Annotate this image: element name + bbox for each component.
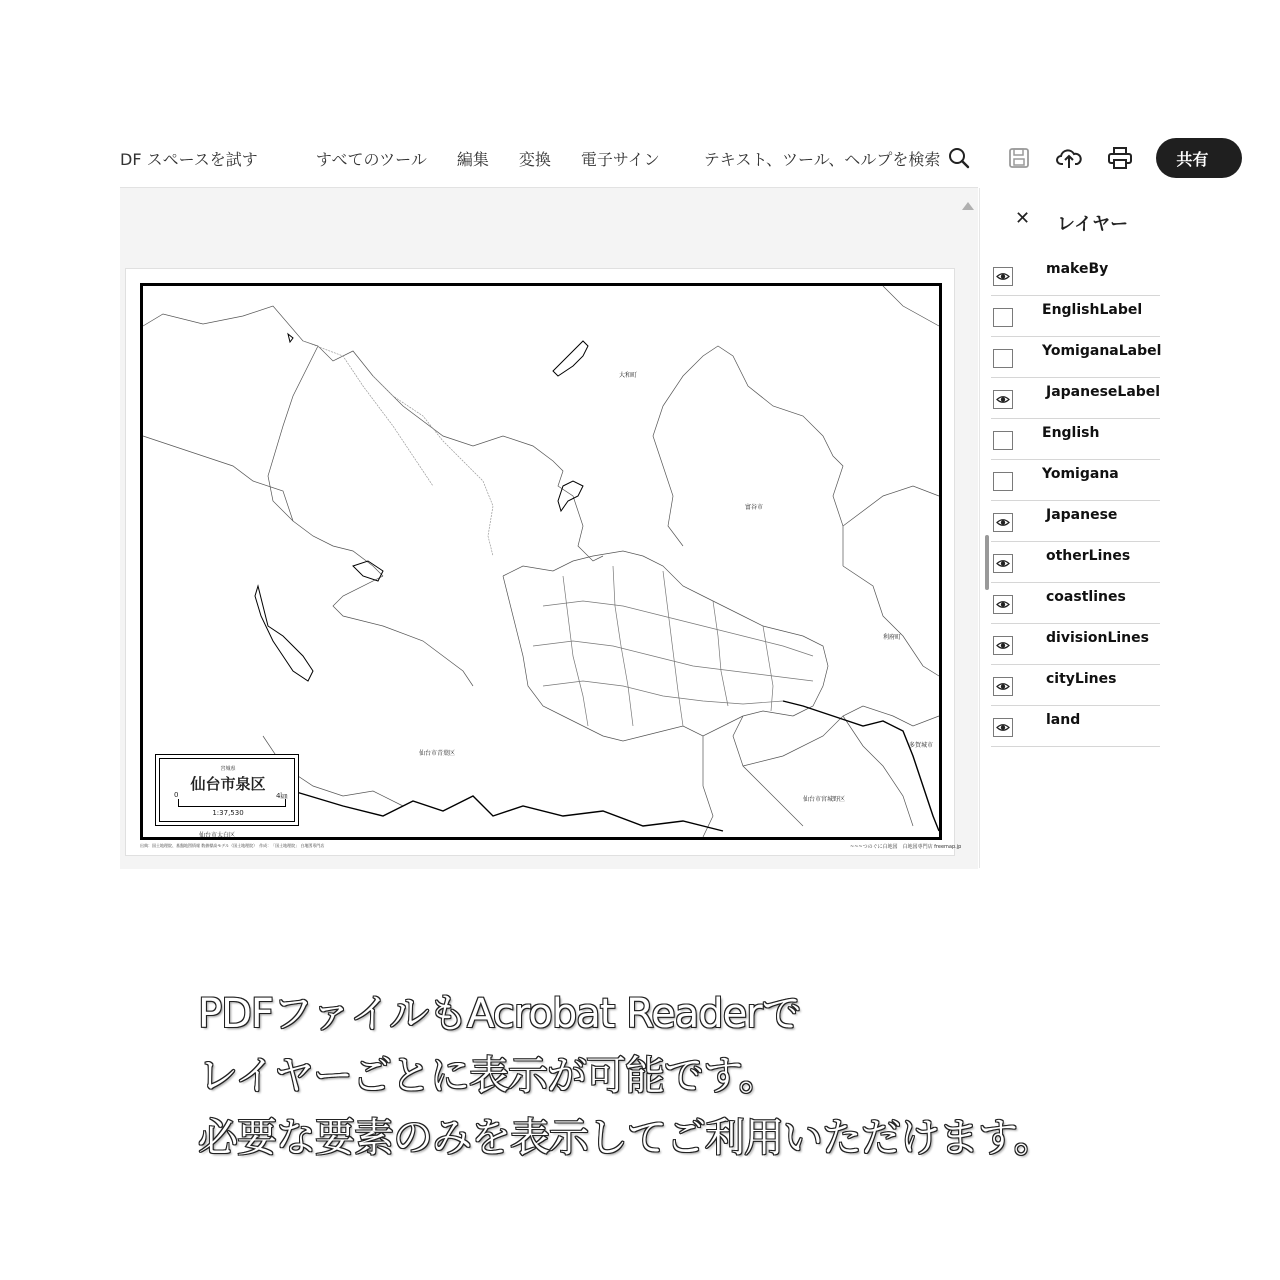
layer-name: English xyxy=(1042,425,1100,441)
caption-line-3: 必要な要素のみを表示してご利用いただけます。 xyxy=(198,1115,1053,1161)
layer-visible-checkbox[interactable] xyxy=(993,636,1013,655)
boundary-line xyxy=(663,346,843,566)
layer-row[interactable] xyxy=(991,624,1160,665)
eye-icon xyxy=(996,518,1010,527)
cloud-upload-icon[interactable] xyxy=(1056,144,1082,172)
river-line xyxy=(558,481,583,511)
all-tools-button[interactable]: すべてのツール xyxy=(315,149,427,169)
boundary-line xyxy=(843,716,913,826)
legend-title: 仙台市泉区 xyxy=(190,775,266,793)
eye-icon xyxy=(996,600,1010,609)
caption-line-2: レイヤーごとに表示が可能です。 xyxy=(198,1053,778,1099)
boundary-line xyxy=(883,286,939,326)
search-box[interactable]: テキスト、ツール、ヘルプを検索 xyxy=(703,149,941,169)
division-line xyxy=(763,626,773,711)
division-line xyxy=(563,576,588,726)
layer-name: EnglishLabel xyxy=(1042,302,1143,318)
e-sign-button[interactable]: 電子サイン xyxy=(580,149,660,169)
layer-hidden-checkbox[interactable] xyxy=(993,349,1013,368)
layer-name: divisionLines xyxy=(1046,630,1149,646)
save-icon[interactable] xyxy=(1008,144,1030,172)
print-icon[interactable] xyxy=(1108,144,1132,172)
layer-name: JapaneseLabel xyxy=(1046,384,1161,400)
layer-name: Japanese xyxy=(1046,507,1118,523)
boundary-line xyxy=(653,406,683,546)
edit-button[interactable]: 編集 xyxy=(456,149,489,169)
layer-name: cityLines xyxy=(1046,671,1117,687)
eye-icon xyxy=(996,559,1010,568)
document-scrollbar[interactable] xyxy=(958,188,978,868)
layer-hidden-checkbox[interactable] xyxy=(993,431,1013,450)
layer-row[interactable] xyxy=(991,378,1160,419)
boundary-line xyxy=(703,736,713,837)
layer-row[interactable] xyxy=(991,665,1160,706)
division-line xyxy=(663,571,683,726)
map-label-rifu: 利府町 xyxy=(883,634,902,641)
map-label-taiwa: 大和町 xyxy=(619,372,638,379)
layer-hidden-checkbox[interactable] xyxy=(993,472,1013,491)
share-button-label: 共有 xyxy=(1176,149,1209,169)
layers-panel-scrollbar[interactable] xyxy=(985,535,989,590)
map-label-miyagino: 仙台市宮城野区 xyxy=(803,796,846,803)
map-label-aoba: 仙台市青葉区 xyxy=(419,750,456,757)
boundary-line xyxy=(333,576,473,686)
map-label-tomiya: 富谷市 xyxy=(745,504,764,511)
map-legend-inner xyxy=(159,758,295,822)
layer-visible-checkbox[interactable] xyxy=(993,554,1013,573)
layer-visible-checkbox[interactable] xyxy=(993,390,1013,409)
layer-row[interactable] xyxy=(991,583,1160,624)
layer-visible-checkbox[interactable] xyxy=(993,595,1013,614)
boundary-line xyxy=(503,576,793,741)
caption-line-1: PDFファイルもAcrobat Readerで xyxy=(198,991,801,1037)
layer-row[interactable] xyxy=(991,419,1160,460)
scale-end-label: 4㎞ xyxy=(276,792,288,800)
convert-button[interactable]: 変換 xyxy=(518,149,551,169)
layer-name: YomiganaLabel xyxy=(1042,343,1162,359)
layers-panel-title: レイヤー xyxy=(1057,214,1129,235)
layer-row[interactable] xyxy=(991,542,1160,583)
eye-icon xyxy=(996,682,1010,691)
layer-name: Yomigana xyxy=(1042,466,1119,482)
try-pdf-space-link[interactable]: DF スペースを試す xyxy=(120,149,258,169)
river-line xyxy=(783,701,939,831)
layer-row[interactable] xyxy=(991,337,1160,378)
scale-bar xyxy=(178,799,286,807)
search-icon[interactable] xyxy=(948,144,970,172)
scale-ratio: 1:37,530 xyxy=(212,809,244,817)
layer-visible-checkbox[interactable] xyxy=(993,513,1013,532)
river-line xyxy=(553,341,588,376)
boundary-line xyxy=(143,306,603,561)
scroll-up-arrow-icon[interactable] xyxy=(962,202,974,210)
boundary-line xyxy=(503,551,828,716)
river-line xyxy=(288,334,293,342)
layer-visible-checkbox[interactable] xyxy=(993,677,1013,696)
layer-name: otherLines xyxy=(1046,548,1131,564)
layer-row[interactable] xyxy=(991,296,1160,337)
river-line xyxy=(255,586,313,681)
boundary-line xyxy=(268,346,383,576)
map-label-taihaku: 仙台市太白区 xyxy=(199,832,236,839)
layer-name: makeBy xyxy=(1046,261,1109,277)
eye-icon xyxy=(996,272,1010,281)
map-label-tagajo: 多賀城市 xyxy=(909,742,934,749)
layer-row[interactable] xyxy=(991,706,1160,747)
boundary-line xyxy=(743,706,939,766)
division-line xyxy=(713,601,728,706)
legend-prefecture: 宮城県 xyxy=(220,766,236,772)
map-credit-right: ~~~つのぐに白地図 白地図専門店 freemap.jp xyxy=(850,844,962,850)
layer-visible-checkbox[interactable] xyxy=(993,718,1013,737)
map-credit-left: 出典：国土地理院、基盤地図情報 数値標高モデル（国土地理院） 作成：「国土地理院」 白地図専門店 xyxy=(140,843,325,848)
layer-row[interactable] xyxy=(991,255,1160,296)
top-toolbar xyxy=(120,136,1209,180)
scale-start-label: 0 xyxy=(174,791,179,799)
layer-name: land xyxy=(1046,712,1081,728)
boundary-line xyxy=(843,486,939,526)
eye-icon xyxy=(996,395,1010,404)
close-icon[interactable]: ✕ xyxy=(1015,208,1031,229)
layer-name: coastlines xyxy=(1046,589,1126,605)
eye-icon xyxy=(996,723,1010,732)
layer-row[interactable] xyxy=(991,501,1160,542)
boundary-line xyxy=(733,716,803,826)
river-line xyxy=(293,791,723,831)
eye-icon xyxy=(996,641,1010,650)
boundary-line xyxy=(843,566,939,676)
boundary-line xyxy=(143,436,293,521)
division-line xyxy=(373,376,493,556)
layer-visible-checkbox[interactable] xyxy=(993,267,1013,286)
map-legend xyxy=(155,754,299,826)
layer-row[interactable] xyxy=(991,460,1160,501)
division-line xyxy=(543,681,783,704)
division-line xyxy=(613,566,633,726)
layer-hidden-checkbox[interactable] xyxy=(993,308,1013,327)
share-button[interactable] xyxy=(1156,138,1242,178)
